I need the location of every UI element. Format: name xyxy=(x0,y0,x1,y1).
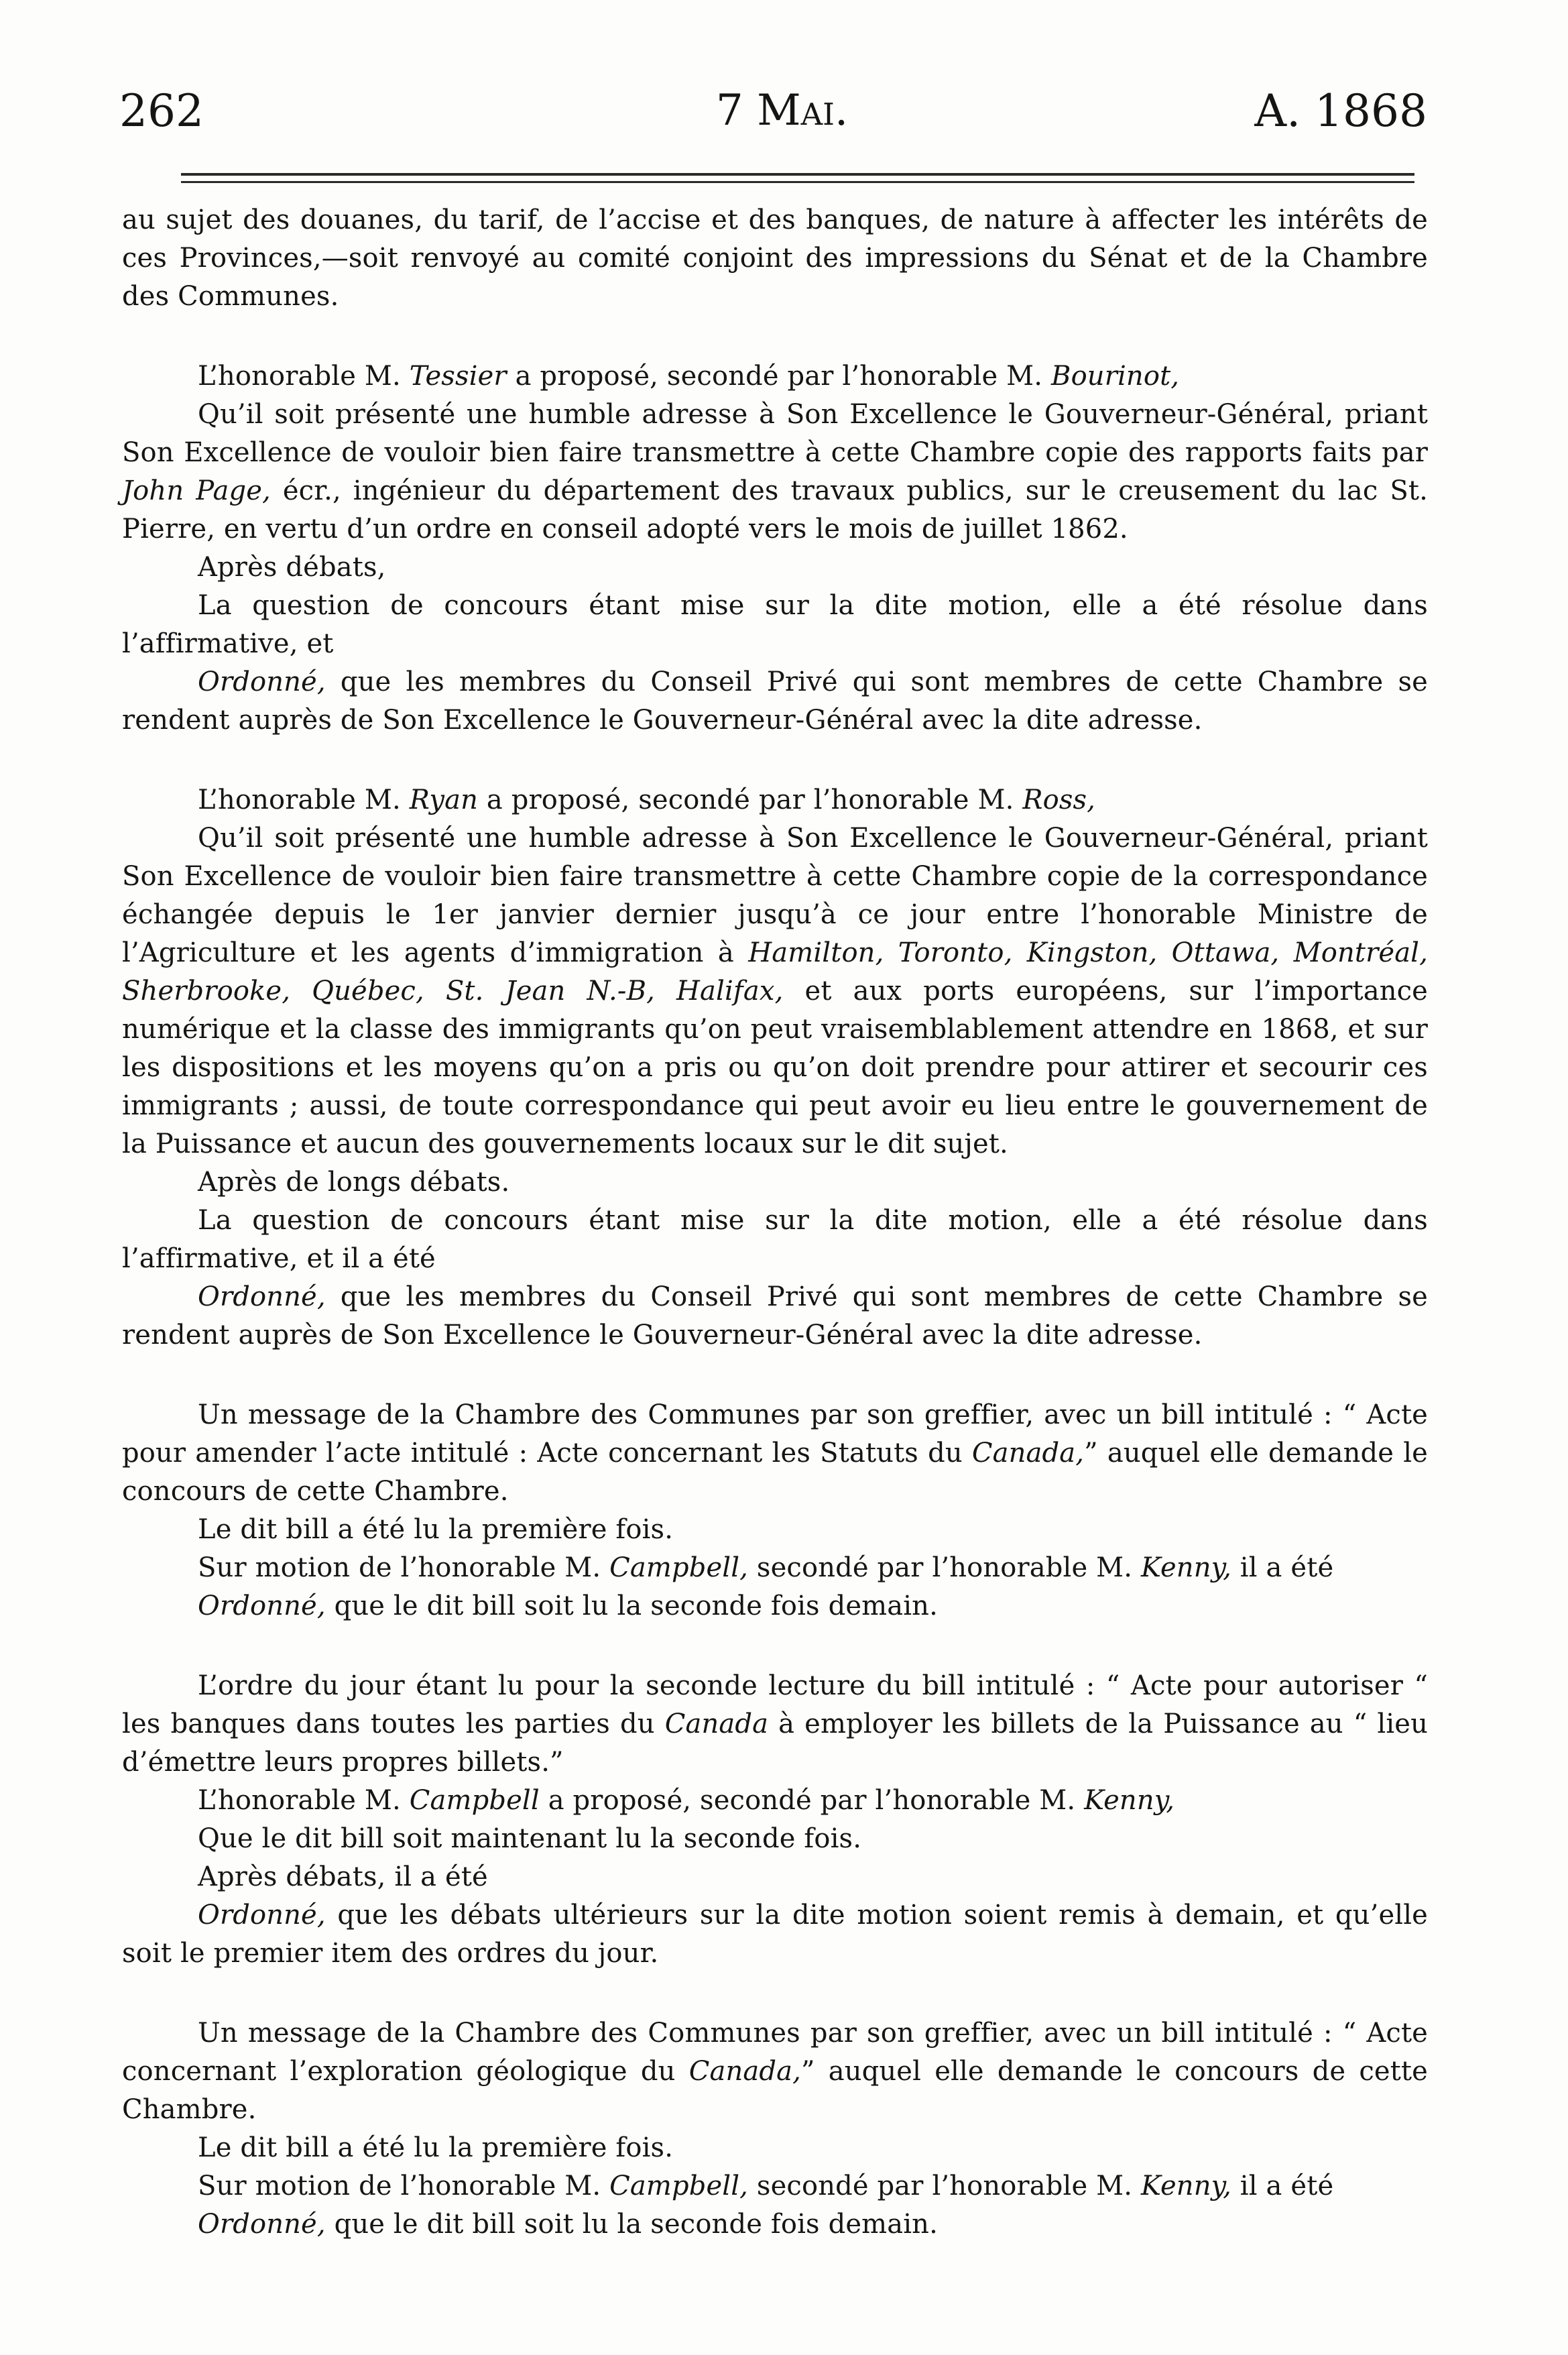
text-run: Le dit bill a été lu la première fois. xyxy=(198,1514,674,1545)
text-run: L’honorable M. xyxy=(198,361,410,392)
text-run: à employer les billets de la Puissance au “ lieu d’émettre leurs propres billets.” xyxy=(122,1709,1428,1778)
paragraph xyxy=(122,357,1428,396)
text-run: Sur motion de l’honorable M. xyxy=(198,2171,610,2201)
text-run: Que le dit bill soit maintenant lu la seconde fois. xyxy=(198,1823,862,1854)
header-rule-thin xyxy=(181,181,1414,183)
italic-text: Campbell, xyxy=(609,2171,749,2201)
italic-text: Kenny, xyxy=(1141,2171,1231,2201)
page-number: 262 xyxy=(119,85,204,137)
text-run: Un message de la Chambre des Communes par son greffier, avec un bill intitulé : “ Acte pour amender l’acte intitulé : Acte concernant les Statuts du xyxy=(122,1399,1428,1469)
italic-text: Ordonné, xyxy=(198,1900,326,1931)
paragraph xyxy=(122,201,1428,316)
text-run: a proposé, secondé par l’honorable M. xyxy=(506,361,1052,392)
paragraph xyxy=(122,1396,1428,1511)
italic-text: Canada, xyxy=(971,1438,1085,1469)
text-run: Après débats, xyxy=(198,552,386,583)
paragraph xyxy=(122,781,1428,819)
text-run: Le dit bill a été lu la première fois. xyxy=(198,2132,674,2163)
paragraph xyxy=(122,1820,1428,1858)
paragraph xyxy=(122,2129,1428,2167)
text-run: que le dit bill soit lu la seconde fois demain. xyxy=(325,1591,938,1621)
italic-text: Ordonné, xyxy=(198,2209,326,2240)
italic-text: Ross, xyxy=(1022,785,1096,815)
proceeding-section xyxy=(122,201,1428,316)
italic-text: Ordonné, xyxy=(198,667,326,697)
text-run: ” auquel elle demande le concours de cette Chambre. xyxy=(122,1438,1428,1507)
text-run: secondé par l’honorable M. xyxy=(748,2171,1142,2201)
page-header xyxy=(0,79,1568,143)
page-body xyxy=(122,201,1428,2244)
paragraph xyxy=(122,1896,1428,1973)
italic-text: Ordonné, xyxy=(198,1281,326,1312)
date-day: 7 xyxy=(716,86,743,135)
text-run: que les débats ultérieurs sur la dite motion soient remis à demain, et qu’elle soit le premier item des ordres du jour. xyxy=(122,1900,1428,1969)
text-run: ” auquel elle demande le concours de cette Chambre. xyxy=(122,2056,1428,2125)
paragraph xyxy=(122,1278,1428,1355)
italic-text: John Page, xyxy=(122,475,271,506)
date-month: Mai. xyxy=(757,86,849,135)
text-run: L’honorable M. xyxy=(198,1785,410,1816)
italic-text: Bourinot, xyxy=(1051,361,1180,392)
paragraph xyxy=(122,2167,1428,2205)
italic-text: Ryan xyxy=(409,785,478,815)
italic-text: Campbell, xyxy=(609,1552,749,1583)
text-run: L’ordre du jour étant lu pour la seconde lecture du bill intitulé : “ Acte pour autoriser “ les banques dans toutes les parties du xyxy=(122,1670,1428,1739)
paragraph xyxy=(122,1858,1428,1896)
paragraph xyxy=(122,1163,1428,1202)
paragraph xyxy=(122,549,1428,587)
text-run: Un message de la Chambre des Communes par son greffier, avec un bill intitulé : “ Acte concernant l’exploration géologique du xyxy=(122,2018,1428,2087)
italic-text: Canada xyxy=(664,1709,769,1739)
text-run: et aux ports européens, sur l’importance numérique et la classe des immigrants qu’on peut vraisemblablement attendre en 1868, et sur les dispositions et les moyens qu’on a pris ou qu’on doit prendre pour attirer et secourir ces immigrants ; aussi, de toute correspondance qui peut avoir eu lieu entre le gouvernement de la Puissance et aucun des gouvernements locaux sur le dit sujet. xyxy=(122,976,1429,1159)
paragraph xyxy=(122,663,1428,740)
italic-text: Kenny, xyxy=(1141,1552,1231,1583)
text-run: La question de concours étant mise sur la dite motion, elle a été résolue dans l’affirmative, et il a été xyxy=(122,1205,1428,1274)
text-run: écr., ingénieur du département des travaux publics, sur le creusement du lac St. Pierre, en vertu d’un ordre en conseil adopté vers le mois de juillet 1862. xyxy=(122,475,1428,544)
text-run: que les membres du Conseil Privé qui sont membres de cette Chambre se rendent auprès de Son Excellence le Gouverneur-Général avec la dite adresse. xyxy=(122,1281,1428,1351)
text-run: au sujet des douanes, du tarif, de l’accise et des banques, de nature à affecter les intérêts de ces Provinces,—soit renvoyé au comité conjoint des impressions du Sénat et de la Chambre des Communes. xyxy=(122,205,1428,312)
proceeding-section xyxy=(122,1667,1428,1973)
proceeding-section xyxy=(122,2014,1428,2244)
text-run: L’honorable M. xyxy=(198,785,410,815)
text-run: Qu’il soit présenté une humble adresse à Son Excellence le Gouverneur-Général, priant Son Excellence de vouloir bien faire transmettre à cette Chambre copie de la correspondance échangée depuis le 1er janvier dernier jusqu’à ce jour entre l’honorable Ministre de l’Agriculture et les agents d’immigration à xyxy=(122,823,1428,968)
paragraph xyxy=(122,1667,1428,1782)
proceeding-section xyxy=(122,1396,1428,1625)
text-run: Qu’il soit présenté une humble adresse à Son Excellence le Gouverneur-Général, priant Son Excellence de vouloir bien faire transmettre à cette Chambre copie des rapports faits par xyxy=(122,399,1428,468)
italic-text: Tessier xyxy=(409,361,507,392)
paragraph xyxy=(122,587,1428,663)
paragraph xyxy=(122,1587,1428,1625)
text-run: Après débats, il a été xyxy=(198,1861,488,1892)
italic-text: Ordonné, xyxy=(198,1591,326,1621)
text-run: que le dit bill soit lu la seconde fois demain. xyxy=(325,2209,938,2240)
paragraph xyxy=(122,1782,1428,1820)
text-run: La question de concours étant mise sur la dite motion, elle a été résolue dans l’affirmative, et xyxy=(122,590,1428,659)
italic-text: Campbell xyxy=(409,1785,540,1816)
text-run: Sur motion de l’honorable M. xyxy=(198,1552,610,1583)
italic-text: Hamilton, Toronto, Kingston, Ottawa, Montréal, Sherbrooke, Québec, St. Jean N.-B, Halifax, xyxy=(122,937,1428,1007)
italic-text: Canada, xyxy=(688,2056,801,2087)
text-run: que les membres du Conseil Privé qui sont membres de cette Chambre se rendent auprès de Son Excellence le Gouverneur-Général avec la dite adresse. xyxy=(122,667,1428,736)
text-run: secondé par l’honorable M. xyxy=(748,1552,1142,1583)
italic-text: Kenny, xyxy=(1084,1785,1175,1816)
header-rule-thick xyxy=(181,173,1414,176)
text-run: il a été xyxy=(1231,2171,1334,2201)
paragraph xyxy=(122,2205,1428,2244)
paragraph xyxy=(122,1549,1428,1587)
proceeding-section xyxy=(122,357,1428,740)
paragraph xyxy=(122,2014,1428,2129)
paragraph xyxy=(122,1511,1428,1549)
running-date xyxy=(716,79,848,143)
proceeding-section xyxy=(122,781,1428,1355)
text-run: il a été xyxy=(1231,1552,1334,1583)
text-run: a proposé, secondé par l’honorable M. xyxy=(478,785,1023,815)
paragraph xyxy=(122,1202,1428,1278)
text-run: a proposé, secondé par l’honorable M. xyxy=(539,1785,1085,1816)
text-run: Après de longs débats. xyxy=(198,1167,510,1198)
paragraph xyxy=(122,396,1428,549)
session-year: A. 1868 xyxy=(1254,85,1427,137)
paragraph xyxy=(122,819,1428,1163)
